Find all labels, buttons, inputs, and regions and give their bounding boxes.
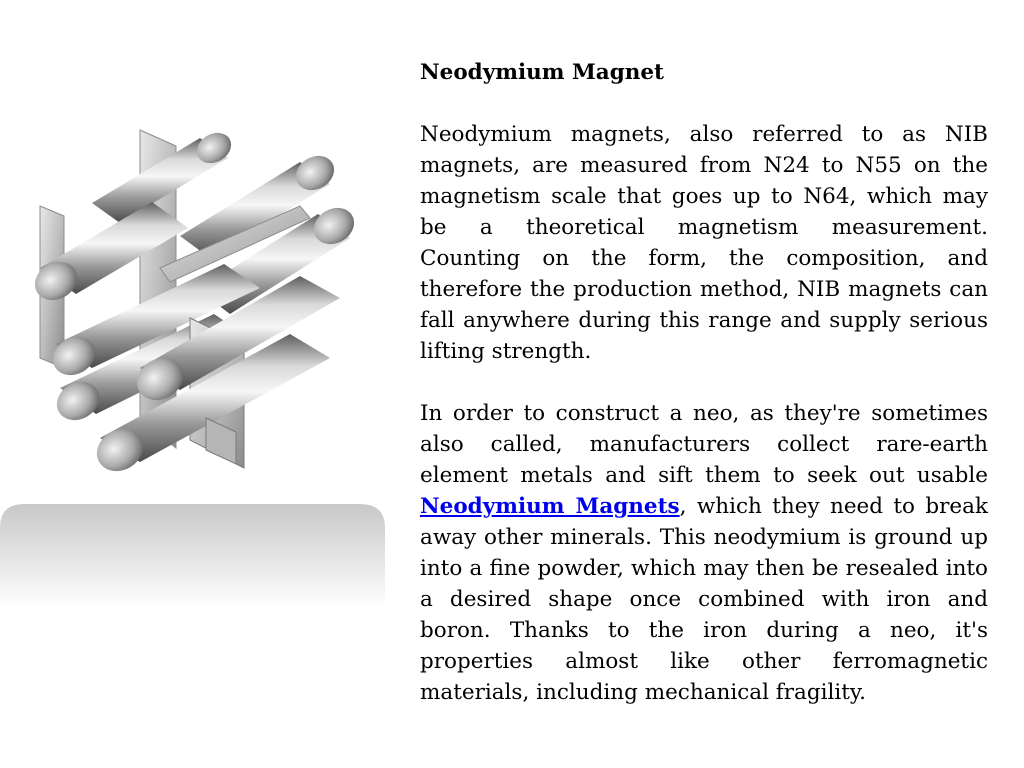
text-column [420, 57, 988, 739]
slide-title: Neodymium Magnet [420, 60, 664, 85]
reflection-panel [0, 504, 385, 608]
neodymium-magnets-link[interactable]: Neodymium Magnets [420, 494, 680, 519]
paragraph-2-before-link: In order to construct a neo, as they're sometimes also called, manufacturers collect rare-earth element metals and sift them to seek out usable [420, 401, 988, 488]
magnet-grate-image [0, 118, 385, 608]
paragraph-1: Neodymium magnets, also referred to as NIB magnets, are measured from N24 to N55 on the magnetism scale that goes up to N64, which may be a theoretical magnetism measurement. Counting on the form, the composition, and therefore the production method, NIB magnets can fall anywhere during this range and supply serious lifting strength. [420, 122, 988, 364]
paragraph-2 [420, 398, 988, 708]
paragraph-2-after-link: , which they need to break away other minerals. This neodymium is ground up into a fine powder, which may then be resealed into a desired shape once combined with iron and boron. Thanks to the iron during a neo, it's properties almost like other ferromagnetic materials, including mechanical fragility. [420, 494, 988, 705]
